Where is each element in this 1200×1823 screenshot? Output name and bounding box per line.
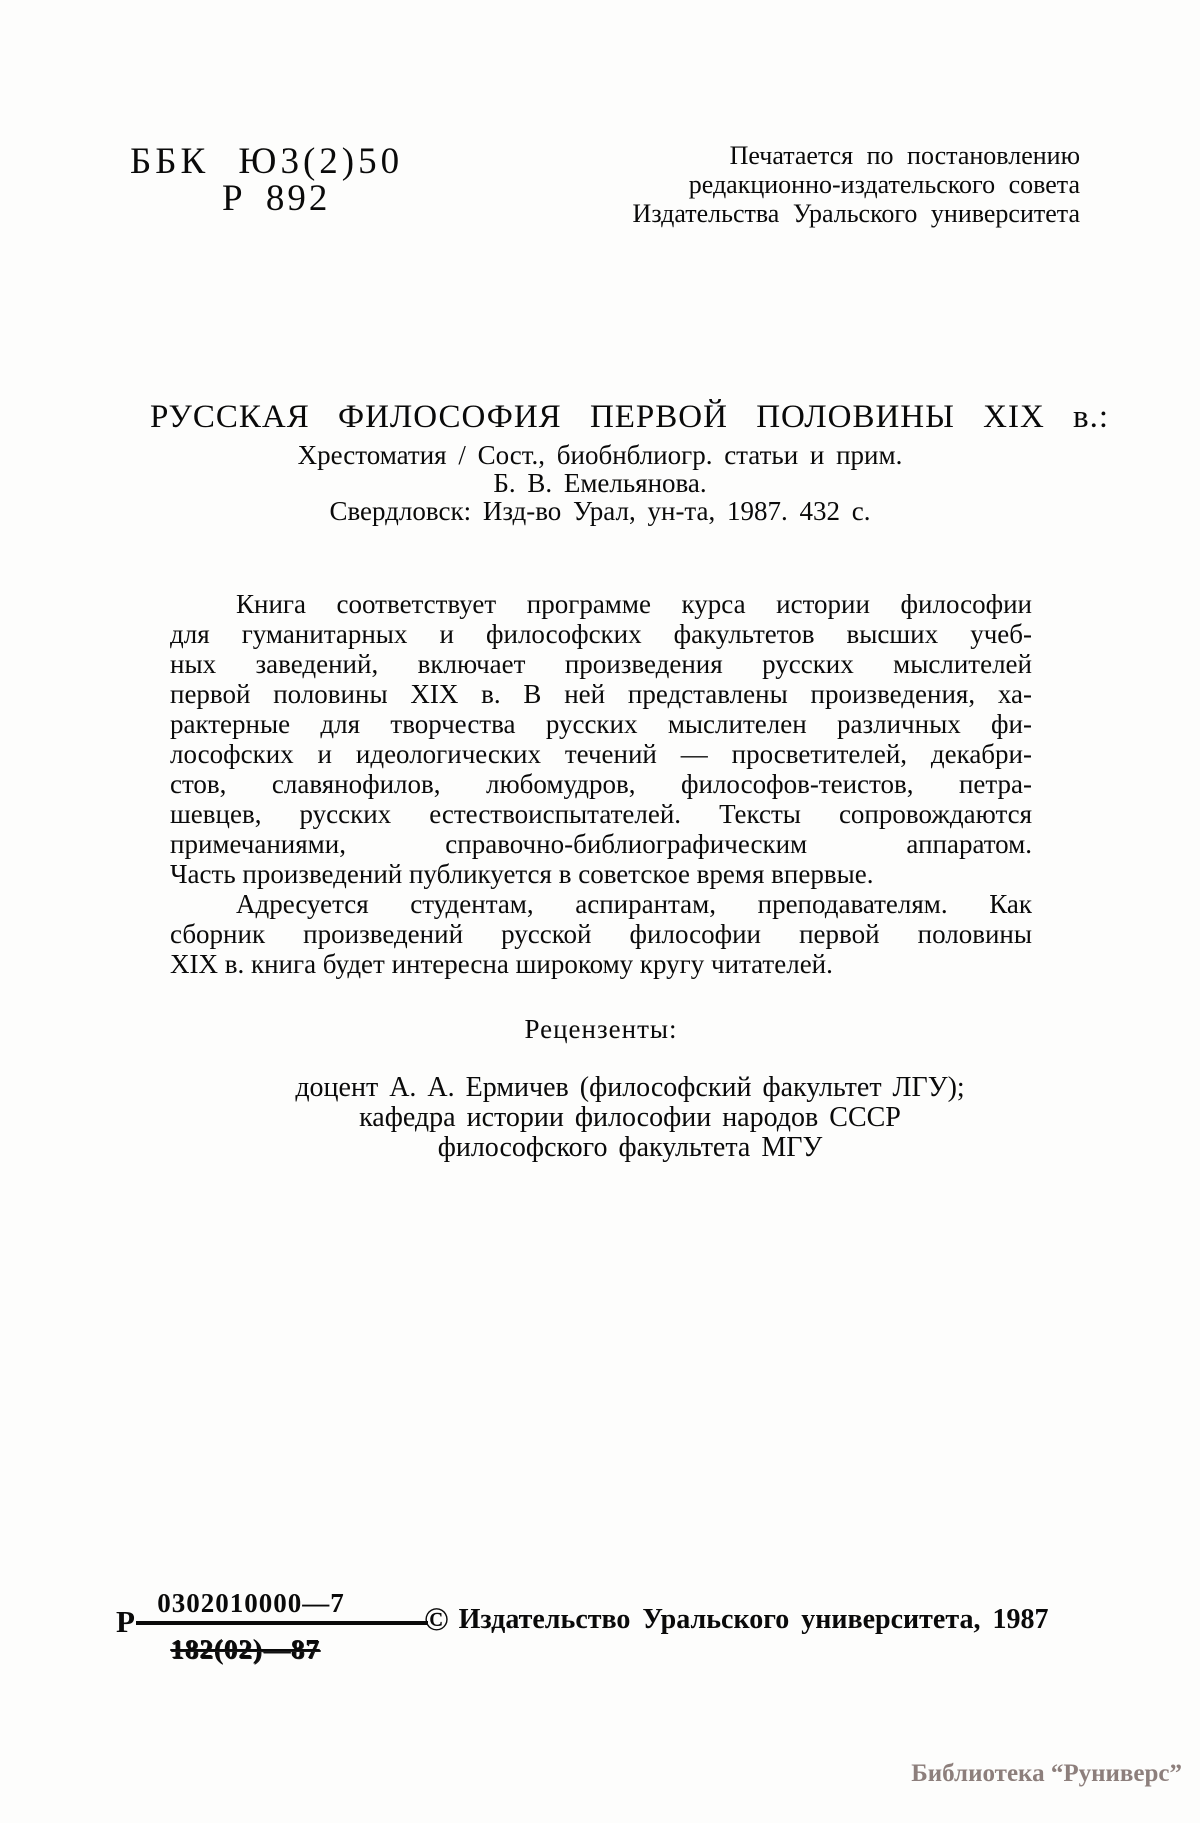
resolution-line: Издательства Уральского университета <box>632 199 1080 228</box>
annotation-line: сборник произведений русской философии первой половины <box>170 919 1032 949</box>
title-subline: Б. В. Емельянова. <box>493 468 707 498</box>
annotation-line: для гуманитарных и философских факультетов высших учеб- <box>170 619 1032 649</box>
annotation-line: шевцев, русских естествоиспытателей. Тексты сопровождаются <box>170 799 1032 829</box>
resolution-line: редакционно-издательского совета <box>688 170 1080 199</box>
reviewer-line: кафедра истории философии народов СССР <box>359 1102 901 1133</box>
annotation-line: Часть произведений публикуется в советское время впервые. <box>170 859 874 889</box>
resolution-line: Печатается по постановлению <box>729 141 1080 170</box>
annotation-line: XIX в. книга будет интересна широкому кругу читателей. <box>170 949 833 979</box>
reviewer-line: философского факультета МГУ <box>437 1132 823 1163</box>
annotation-line: Адресуется студентам, аспирантам, преподавателям. Как <box>236 889 1032 919</box>
annotation-line: стов, славянофилов, любомудров, философов-теистов, петра- <box>170 769 1032 799</box>
author-sign: Р 892 <box>222 178 331 219</box>
copyright-line <box>424 1602 1048 1639</box>
book-title: РУССКАЯ ФИЛОСОФИЯ ПЕРВОЙ ПОЛОВИНЫ XIX в.: <box>150 399 1110 435</box>
reviewers-block <box>180 1073 1080 1163</box>
bbk-code: ББК Ю3(2)50 <box>130 141 404 182</box>
catalog-numerator: 0302010000—7 <box>157 1588 345 1618</box>
annotation-line: Книга соответствует программе курса истории философии <box>236 589 1032 619</box>
annotation-line: ных заведений, включает произведения русских мыслителей <box>170 649 1032 679</box>
printing-resolution-block <box>633 141 1080 228</box>
annotation-line: примечаниями, справочно-библиографическим аппаратом. <box>170 829 1032 859</box>
title-subline: Свердловск: Изд-во Урал, ун-та, 1987. 432 с. <box>329 496 871 526</box>
catalog-denominator: 182(02)—87 <box>170 1634 320 1664</box>
annotation-line: лософских и идеологических течений — просветителей, декабри- <box>170 739 1032 769</box>
copyright-icon: © <box>424 1602 449 1638</box>
annotation-line: первой половины XIX в. В ней представлены произведения, ха- <box>170 679 1032 709</box>
bibliographic-title-block <box>150 399 1110 526</box>
reviewers-heading: Рецензенты: <box>524 1014 678 1044</box>
reviewer-line: доцент А. А. Ермичев (философский факультет ЛГУ); <box>295 1072 965 1103</box>
annotation-block <box>170 589 1032 979</box>
bbk-classification-block <box>130 143 403 217</box>
library-watermark: Библиотека “Руниверс” <box>911 1760 1182 1787</box>
catalog-letter: Р <box>116 1604 135 1639</box>
publisher-credit: Издательство Уральского университета, 1987 <box>458 1604 1049 1635</box>
annotation-line: рактерные для творчества русских мыслителен различных фи- <box>170 709 1032 739</box>
catalog-fraction-rule <box>136 1621 428 1625</box>
title-subline: Хрестоматия / Сост., биобнблиогр. статьи и прим. <box>297 440 903 470</box>
